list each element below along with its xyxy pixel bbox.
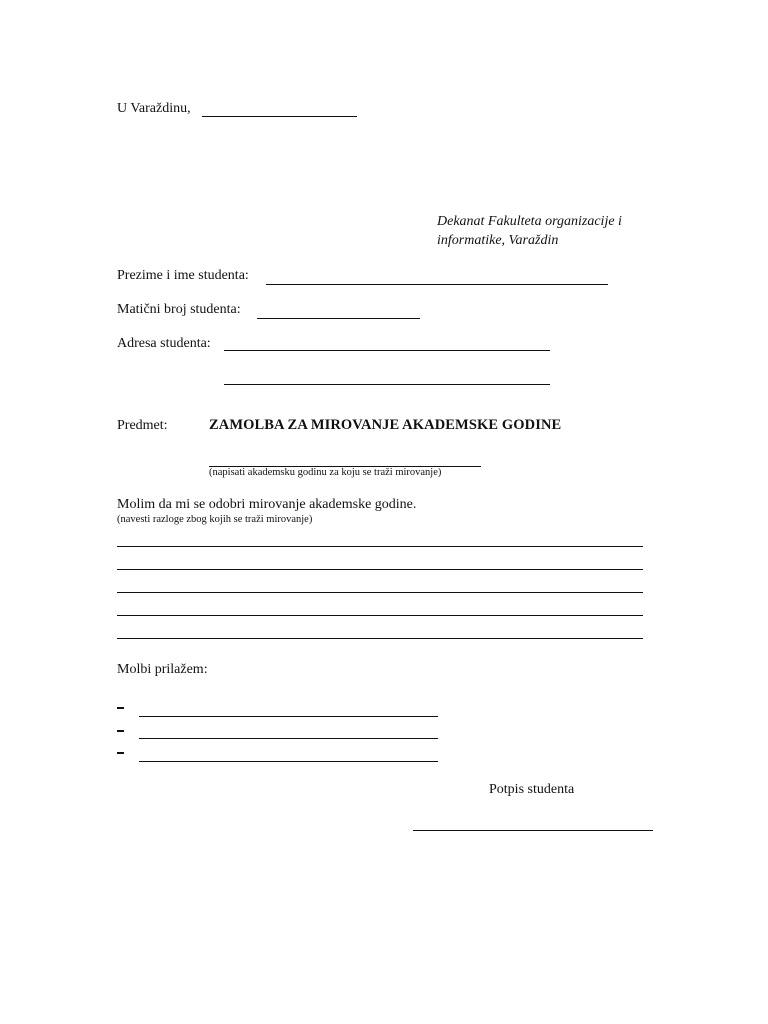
bullet-dash-1 [117,707,124,709]
address-field-line-1[interactable] [224,350,550,351]
name-label: Prezime i ime studenta: [117,268,249,283]
reason-line-5[interactable] [117,638,643,639]
subject-title: ZAMOLBA ZA MIROVANJE AKADEMSKE GODINE [209,417,562,433]
attachment-line-2[interactable] [139,738,438,739]
name-field[interactable] [266,284,608,285]
place-label: U Varaždinu, [117,101,191,116]
subject-label: Predmet: [117,418,168,433]
reason-line-3[interactable] [117,592,643,593]
reason-line-2[interactable] [117,569,643,570]
student-id-field[interactable] [257,318,420,319]
address-field-line-2[interactable] [224,384,550,385]
attachment-line-1[interactable] [139,716,438,717]
signature-field[interactable] [413,830,653,831]
bullet-dash-3 [117,752,124,754]
academic-year-hint: (napisati akademsku godinu za koju se traži mirovanje) [209,467,442,478]
attachment-line-3[interactable] [139,761,438,762]
address-label: Adresa studenta: [117,336,211,351]
attachments-label: Molbi prilažem: [117,662,208,677]
reason-line-1[interactable] [117,546,643,547]
reason-line-4[interactable] [117,615,643,616]
student-id-label: Matični broj studenta: [117,302,241,317]
reasons-hint: (navesti razloge zbog kojih se traži mirovanje) [117,514,313,525]
recipient-address: Dekanat Fakulteta organizacije i informatike, Varaždin [437,214,622,248]
signature-label: Potpis studenta [489,782,575,797]
bullet-dash-2 [117,730,124,732]
request-text: Molim da mi se odobri mirovanje akademske godine. [117,497,417,512]
date-field[interactable] [202,116,357,117]
